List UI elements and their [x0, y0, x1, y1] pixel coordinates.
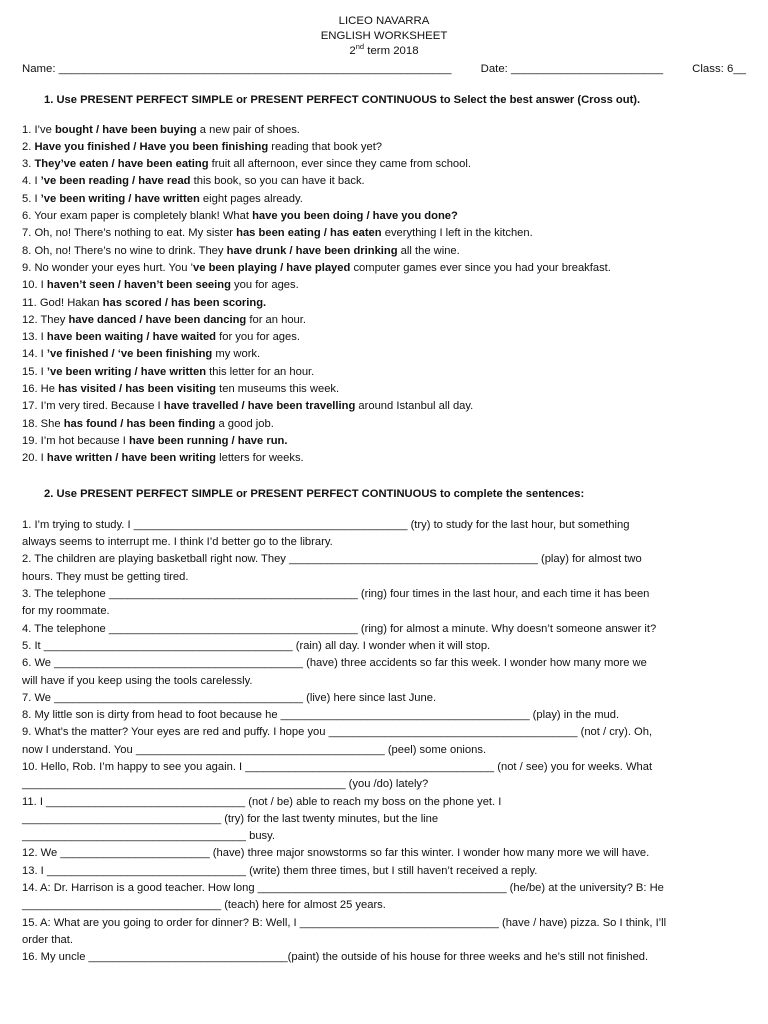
answer-choices[interactable]: have been running / have run.: [128, 434, 288, 447]
item-text: everything I left in the kitchen.: [381, 227, 533, 240]
school-name: LICEO NAVARRA: [338, 15, 430, 27]
exercise2-line[interactable]: always seems to interrupt me. I think I’d better go to the library.: [22, 536, 333, 549]
exercise2-line[interactable]: [22, 828, 746, 845]
item-text: fruit all afternoon, ever since they came from school.: [208, 158, 471, 171]
item-text: eight pages already.: [199, 192, 303, 205]
exercise2-line[interactable]: hours. They must be getting tired.: [22, 570, 189, 583]
exercise2-line[interactable]: 2. The children are playing basketball right now. They ________________________________________ (play) for almost two: [22, 553, 642, 566]
exercise2-line[interactable]: 8. My little son is dirty from head to foot because he ________________________________________ (play) in the mud.: [22, 709, 620, 722]
exercise2-line[interactable]: for my roommate.: [22, 605, 110, 618]
item-text: 10. I: [22, 279, 47, 292]
exercise1-item: [22, 312, 746, 329]
answer-choices[interactable]: They’ve eaten / have been eating: [34, 158, 209, 171]
section2-lines: [22, 517, 746, 967]
exercise2-line[interactable]: 7. We ________________________________________ (live) here since last June.: [22, 691, 437, 704]
section1-items: [22, 122, 746, 468]
exercise1-item: [22, 416, 746, 433]
item-text: reading that book yet?: [268, 140, 383, 153]
exercise2-line[interactable]: ____________________________________________________ (you /do) lately?: [22, 778, 429, 791]
answer-blank[interactable]: ____________________________________: [22, 830, 246, 843]
exercise2-line[interactable]: 12. We ________________________ (have) three major snowstorms so far this winter. I wonder how many more we will have.: [22, 847, 650, 860]
exercise2-line[interactable]: 13. I ________________________________ (write) them three times, but I still haven’t received a reply.: [22, 864, 538, 877]
item-text: a good job.: [215, 417, 274, 430]
line-text: busy.: [249, 830, 276, 843]
exercise1-item: [22, 398, 746, 415]
answer-choices[interactable]: has scored / has been scoring.: [102, 296, 267, 309]
item-text: 2.: [22, 140, 35, 153]
answer-choices[interactable]: have drunk / have been drinking: [226, 244, 398, 257]
item-text: 8. Oh, no! There’s no wine to drink. They: [22, 244, 227, 257]
item-text: 18. She: [22, 417, 64, 430]
answer-choices[interactable]: have written / have been writing: [46, 452, 216, 465]
exercise2-line[interactable]: order that.: [22, 933, 73, 946]
answer-choices[interactable]: bought / have been buying: [54, 123, 197, 136]
exercise1-item: [22, 295, 746, 312]
item-text: 16. He: [22, 383, 59, 396]
term-rest: term 2018: [364, 45, 419, 57]
item-text: letters for weeks.: [216, 452, 304, 465]
exercise2-line[interactable]: 4. The telephone ________________________________________ (ring) for almost a minute. Why doesn’t someone answer it?: [22, 622, 657, 635]
answer-choices[interactable]: ’ve been writing / have written: [40, 192, 200, 205]
exercise1-item: [22, 191, 746, 208]
item-text: my work.: [212, 348, 261, 361]
item-text: 14. I: [22, 348, 47, 361]
item-text: 13. I: [22, 331, 47, 344]
answer-choices[interactable]: have you been doing / have you done?: [252, 210, 458, 223]
exercise2-line[interactable]: 1. I’m trying to study. I ____________________________________________ (try) to study for the last hour, but something: [22, 518, 630, 531]
item-text: 17. I’m very tired. Because I: [22, 400, 164, 413]
item-text: 12. They: [22, 313, 69, 326]
answer-choices[interactable]: ’ve been writing / have written: [46, 365, 207, 378]
worksheet-title: ENGLISH WORKSHEET: [320, 30, 448, 42]
answer-choices[interactable]: has found / has been finding: [63, 417, 216, 430]
item-text: 4. I: [22, 175, 41, 188]
item-text: 19. I’m hot because I: [22, 434, 129, 447]
item-text: 11. God! Hakan: [22, 296, 103, 309]
exercise2-line[interactable]: 10. Hello, Rob. I’m happy to see you again. I ________________________________________ (not / see) you for weeks. What: [22, 760, 653, 773]
exercise2-line[interactable]: now I understand. You ________________________________________ (peel) some onions.: [22, 743, 487, 756]
exercise1-item: [22, 450, 746, 467]
exercise1-item: [22, 277, 746, 294]
exercise2-line[interactable]: ________________________________ (try) for the last twenty minutes, but the line: [22, 812, 439, 825]
item-text: 5. I: [22, 192, 41, 205]
item-text: a new pair of shoes.: [196, 123, 300, 136]
answer-choices[interactable]: haven’t seen / haven’t been seeing: [46, 279, 231, 292]
item-text: 7. Oh, no! There’s nothing to eat. My sister: [22, 227, 237, 240]
exercise1-item: [22, 156, 746, 173]
item-text: for you for ages.: [216, 331, 300, 344]
exercise2-line[interactable]: 6. We ________________________________________ (have) three accidents so far this week. I wonder how many more we: [22, 657, 647, 670]
exercise1-item: [22, 381, 746, 398]
worksheet-header: [22, 14, 746, 59]
section2-title: 2. Use PRESENT PERFECT SIMPLE or PRESENT PERFECT CONTINUOUS to complete the sentences:: [44, 487, 585, 500]
exercise1-item: [22, 208, 746, 225]
item-text: computer games ever since you had your breakfast.: [350, 261, 611, 274]
answer-choices[interactable]: Have you finished / Have you been finishing: [34, 140, 269, 153]
item-text: this book, so you can have it back.: [190, 175, 365, 188]
exercise2-line[interactable]: 5. It ________________________________________ (rain) all day. I wonder when it will stop.: [22, 639, 491, 652]
item-text: 3.: [22, 158, 35, 171]
exercise1-item: [22, 329, 746, 346]
answer-choices[interactable]: ve been playing / have played: [193, 261, 351, 274]
answer-choices[interactable]: has visited / has been visiting: [58, 383, 216, 396]
exercise1-item: [22, 260, 746, 277]
date-field[interactable]: Date: ________________________: [480, 63, 664, 75]
name-date-class-line: [22, 61, 746, 78]
exercise2-line[interactable]: 14. A: Dr. Harrison is a good teacher. How long ________________________________________ (he/be) at the university? B: He: [22, 882, 664, 895]
item-text: 1. I’ve: [22, 123, 55, 136]
item-text: all the wine.: [397, 244, 460, 257]
exercise2-line[interactable]: 15. A: What are you going to order for dinner? B: Well, I ________________________________ (have / have) pizza. So I think, I’ll: [22, 916, 667, 929]
answer-choices[interactable]: has been eating / has eaten: [236, 227, 382, 240]
item-text: ten museums this week.: [216, 383, 340, 396]
exercise1-item: [22, 122, 746, 139]
item-text: this letter for an hour.: [206, 365, 315, 378]
section1-title: 1. Use PRESENT PERFECT SIMPLE or PRESENT PERFECT CONTINUOUS to Select the best answer (Cross out).: [44, 94, 641, 107]
item-text: 9. No wonder your eyes hurt. You ’: [22, 261, 194, 274]
answer-choices[interactable]: have danced / have been dancing: [68, 313, 247, 326]
exercise1-item: [22, 243, 746, 260]
item-text: for an hour.: [246, 313, 306, 326]
exercise2-line[interactable]: 11. I ________________________________ (not / be) able to reach my boss on the phone yet. I: [22, 795, 502, 808]
term-suffix: nd: [355, 42, 365, 52]
answer-choices[interactable]: have travelled / have been travelling: [163, 400, 356, 413]
exercise2-line[interactable]: 9. What’s the matter? Your eyes are red and puffy. I hope you ________________________________________ (not / cry). Oh,: [22, 726, 653, 739]
exercise1-item: [22, 433, 746, 450]
term-number: 2: [349, 45, 356, 57]
answer-choices[interactable]: ’ve finished / ‘ve been finishing: [46, 348, 213, 361]
exercise1-item: [22, 225, 746, 242]
answer-choices[interactable]: have been waiting / have waited: [46, 331, 216, 344]
item-text: 6. Your exam paper is completely blank! What: [22, 210, 253, 223]
item-text: 15. I: [22, 365, 47, 378]
exercise2-line[interactable]: 3. The telephone ________________________________________ (ring) four times in the last hour, and each time it has been: [22, 588, 650, 601]
exercise1-item: [22, 173, 746, 190]
exercise2-line[interactable]: ________________________________ (teach) here for almost 25 years.: [22, 899, 386, 912]
answer-choices[interactable]: ’ve been reading / have read: [40, 175, 191, 188]
item-text: around Istanbul all day.: [355, 400, 474, 413]
exercise1-item: [22, 346, 746, 363]
exercise2-line[interactable]: will have if you keep using the tools carelessly.: [22, 674, 253, 687]
item-text: you for ages.: [230, 279, 299, 292]
exercise1-item: [22, 364, 746, 381]
exercise2-line[interactable]: 16. My uncle ________________________________(paint) the outside of his house for three weeks and he’s still not finished.: [22, 951, 649, 964]
class-field[interactable]: Class: 6__: [692, 63, 746, 75]
name-field[interactable]: Name: ______________________________________________________________: [22, 63, 452, 75]
term-line: [22, 44, 746, 59]
item-text: 20. I: [22, 452, 47, 465]
exercise1-item: [22, 139, 746, 156]
